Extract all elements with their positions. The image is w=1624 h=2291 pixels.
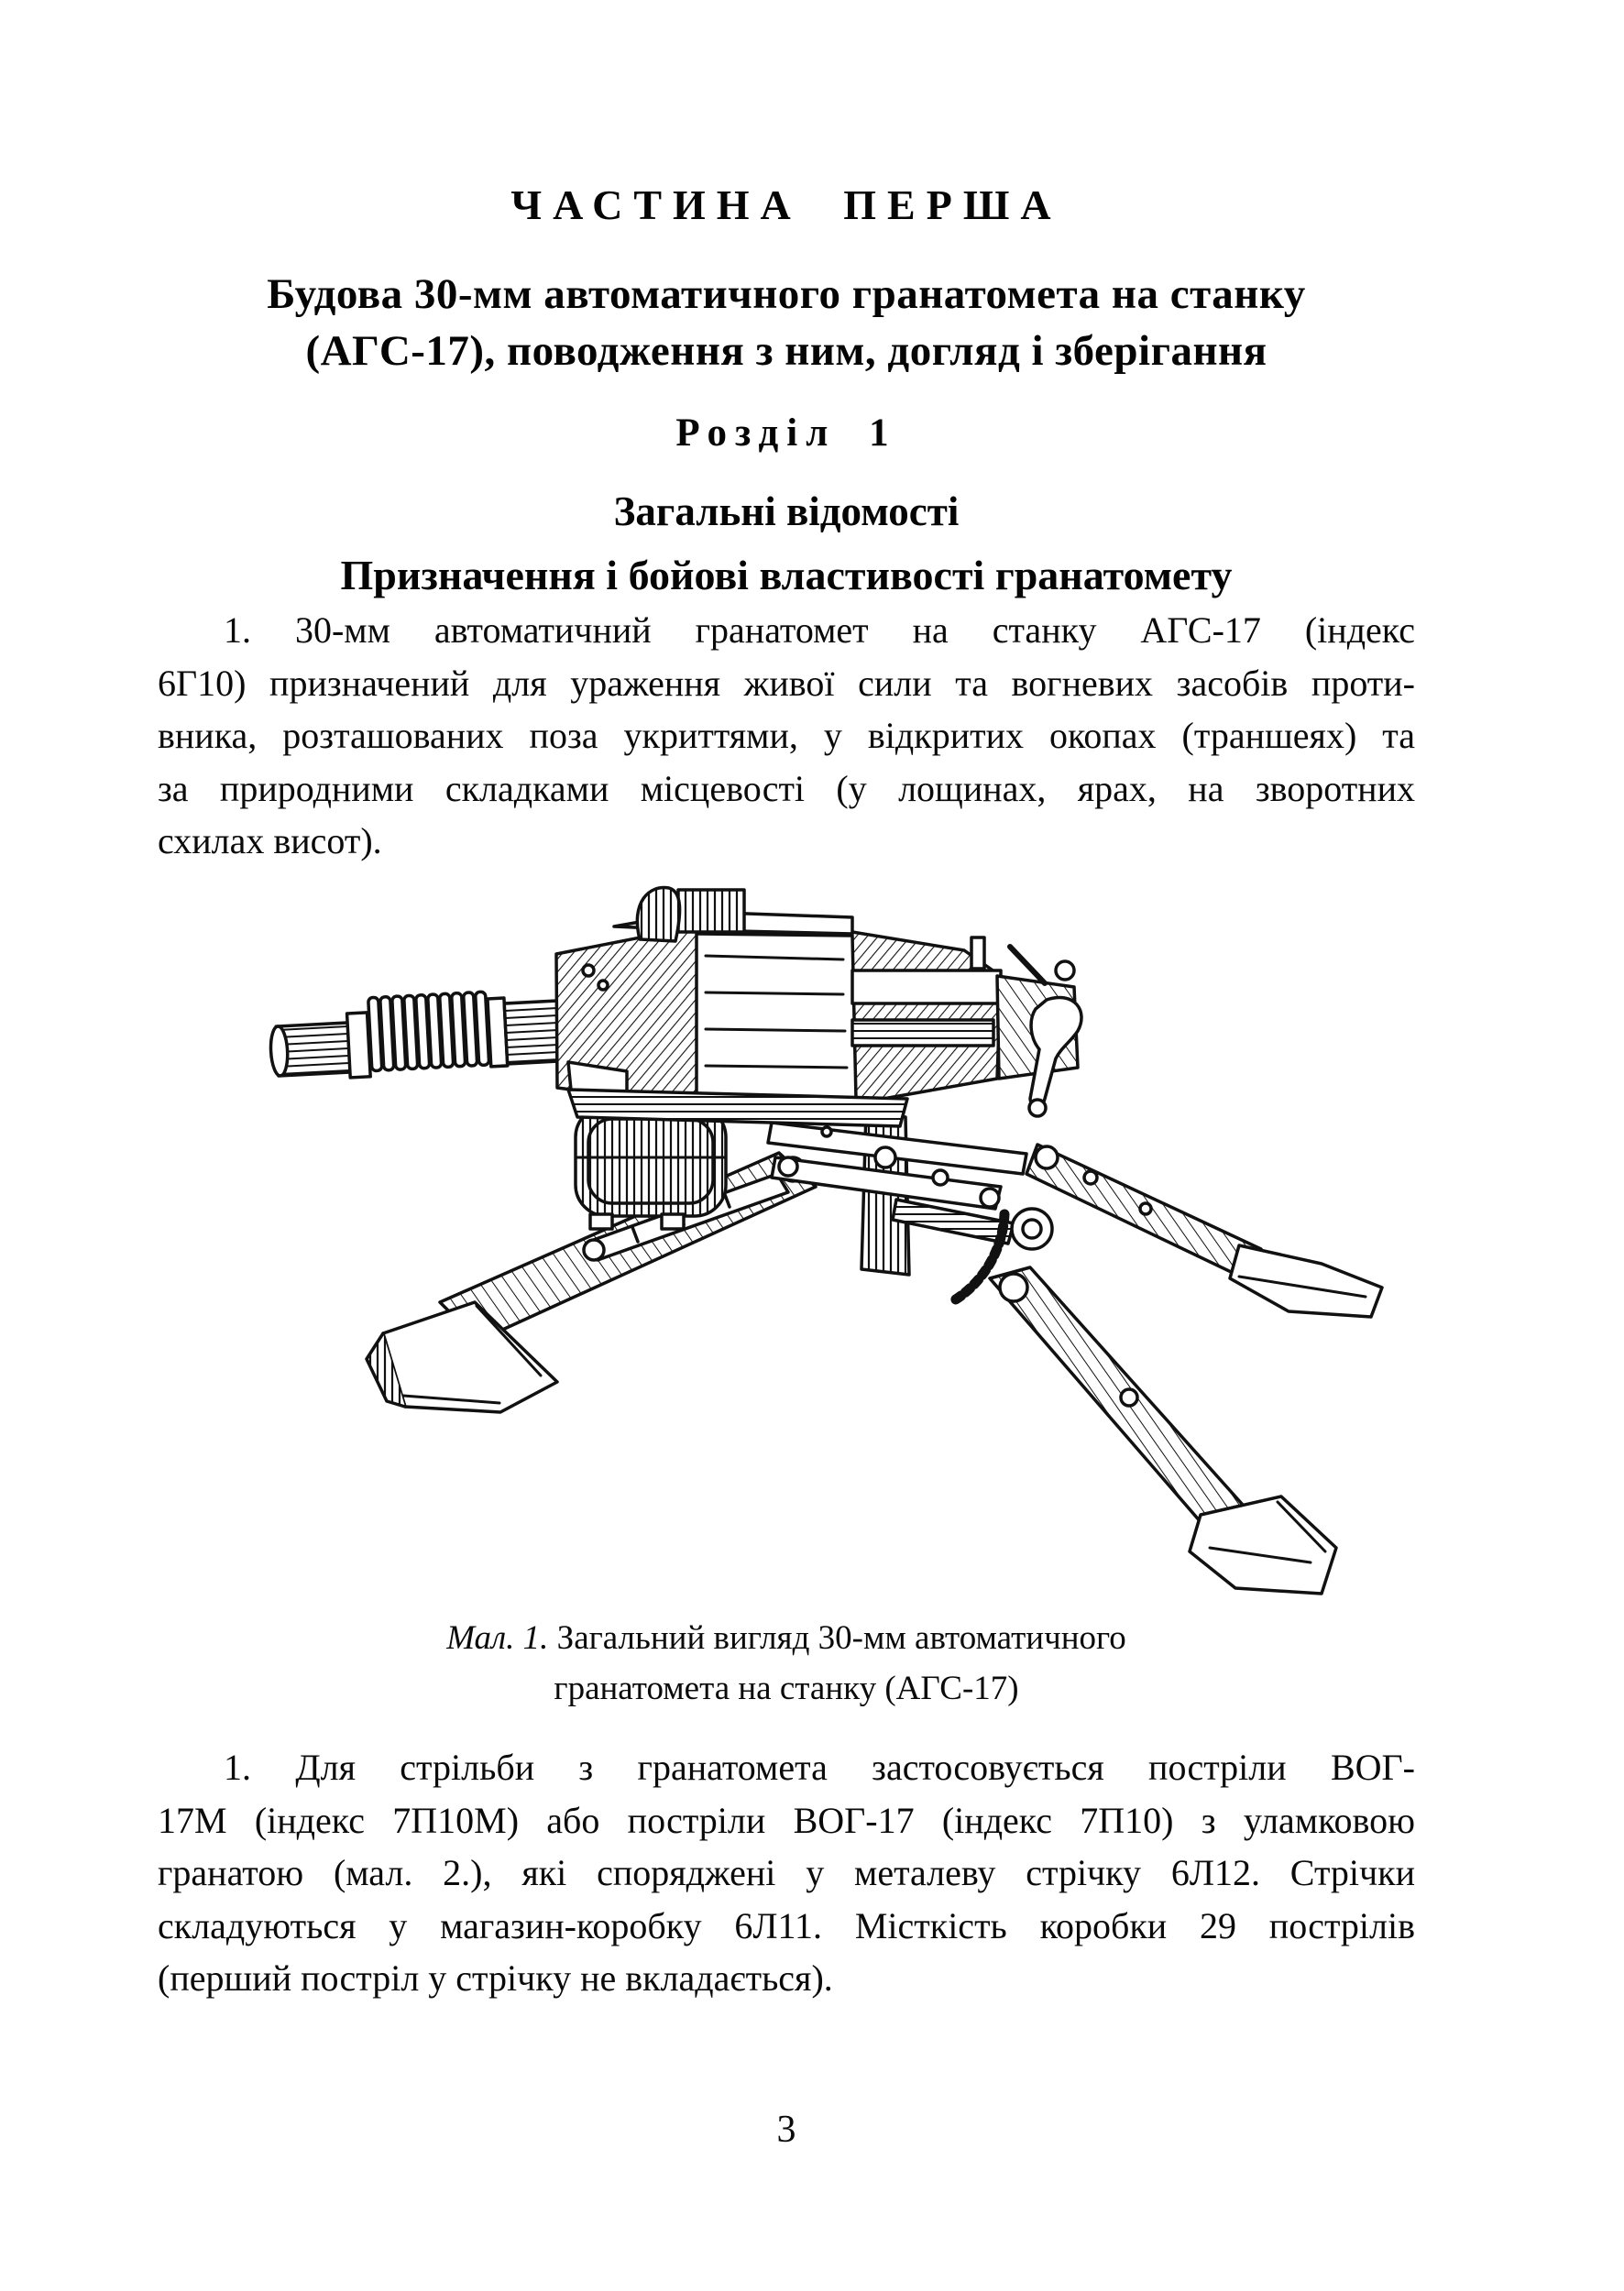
- page-number: 3: [776, 2109, 796, 2151]
- tripod-front-leg: [990, 1267, 1336, 1594]
- text-line: схилах висот).: [158, 820, 382, 861]
- barrel: [269, 988, 561, 1081]
- text-line: за природними складками місцевості (у лощинах, ярах, на зворотних: [158, 767, 1415, 809]
- text-line: 6Г10) призначений для ураження живої сили та вогневих засобів проти-: [158, 662, 1415, 704]
- figure-caption-line-2: гранатомета на станку (АГС-17): [554, 1670, 1019, 1707]
- paragraph-1: [158, 604, 1415, 868]
- chapter-heading: Розділ 1: [675, 411, 897, 455]
- figure-caption: [136, 1613, 1437, 1714]
- text-line: (перший постріл у стрічку не вкладається).: [158, 1957, 833, 1999]
- tripod-right-leg: [1026, 1145, 1382, 1317]
- figure-caption-text: Загальний вигляд 30-мм автоматичного: [556, 1619, 1126, 1657]
- text-line: гранатою (мал. 2.), які споряджені у металеву стрічку 6Л12. Стрічки: [158, 1852, 1415, 1893]
- subsection-heading: Призначення і бойові властивості гранатомету: [340, 552, 1233, 598]
- section-heading: Загальні відомості: [613, 488, 960, 534]
- text-line: вника, розташованих поза укриттями, у відкритих окопах (траншеях) та: [158, 715, 1415, 756]
- text-line: 1. Для стрільби з гранатомета застосовується постріли ВОГ-: [224, 1747, 1415, 1788]
- receiver: [556, 887, 1001, 1126]
- figure-label: Мал. 1.: [446, 1619, 549, 1657]
- paragraph-2: [158, 1741, 1415, 2005]
- text-line: 1. 30-мм автоматичний гранатомет на станку АГС-17 (індекс: [224, 609, 1415, 651]
- text-line: складуються у магазин-коробку 6Л11. Місткість коробки 29 пострілів: [158, 1904, 1415, 1946]
- figure-illustration: [266, 882, 1439, 1607]
- part-subtitle-line-2: (АГС-17), поводження з ним, догляд і зберігання: [305, 327, 1267, 375]
- drum-magazine: [576, 1106, 726, 1229]
- part-title: ЧАСТИНА ПЕРША: [510, 181, 1062, 228]
- figure-caption-line-1: [136, 1613, 1437, 1663]
- text-line: 17М (індекс 7П10М) або постріли ВОГ-17 (індекс 7П10) з уламковою: [158, 1799, 1415, 1841]
- part-subtitle-line-1: Будова 30-мм автоматичного гранатомета на станку: [267, 270, 1306, 318]
- ags17-illustration: [266, 882, 1439, 1607]
- part-subtitle: [136, 266, 1437, 379]
